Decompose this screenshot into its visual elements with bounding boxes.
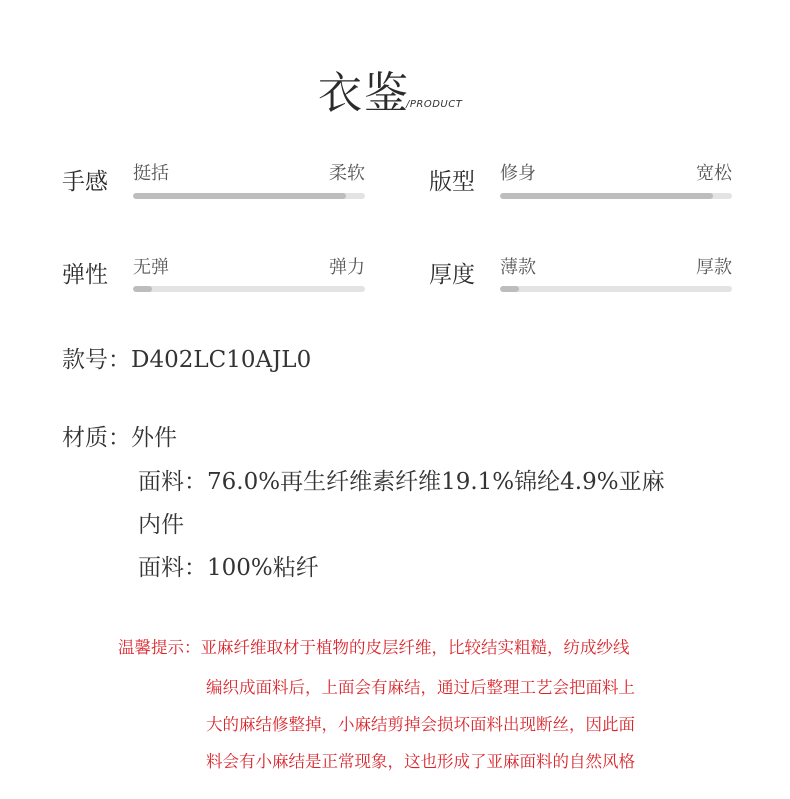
attr-min-elasticity: 无弹 <box>133 257 169 278</box>
tip-line: 温馨提示：亚麻纤维取材于植物的皮层纤维，比较结实粗糙，纺成纱线 <box>118 638 630 657</box>
outer-fabric: 面料：76.0%再生纤维素纤维19.1%锦纶4.9%亚麻 <box>138 469 665 495</box>
style-number: 款号：D402LC10AJL0 <box>62 347 312 373</box>
attr-label-elasticity: 弹性 <box>62 262 108 288</box>
attr-max-fit: 宽松 <box>696 163 732 184</box>
tip-line: 编织成面料后，上面会有麻结，通过后整理工艺会把面料上 <box>206 678 635 697</box>
attr-bar-elasticity <box>133 286 365 292</box>
tip-line: 料会有小麻结是正常现象，这也形成了亚麻面料的自然风格 <box>206 752 635 771</box>
attr-max-elasticity: 弹力 <box>329 257 365 278</box>
attr-max-hand-feel: 柔软 <box>329 163 365 184</box>
attr-bar-fill-elasticity <box>133 286 152 292</box>
attr-max-thickness: 厚款 <box>696 257 732 278</box>
inner-label: 内件 <box>138 512 184 538</box>
page-title: 衣鉴 <box>318 68 410 119</box>
attr-min-thickness: 薄款 <box>500 257 536 278</box>
attr-bar-fit <box>500 193 732 199</box>
attr-bar-fill-hand-feel <box>133 193 346 199</box>
inner-fabric: 面料：100%粘纤 <box>138 555 319 581</box>
attr-bar-thickness <box>500 286 732 292</box>
attr-bar-fill-fit <box>500 193 713 199</box>
attr-label-thickness: 厚度 <box>429 262 475 288</box>
attr-min-hand-feel: 挺括 <box>133 163 169 184</box>
attr-bar-hand-feel <box>133 193 365 199</box>
attr-min-fit: 修身 <box>500 163 536 184</box>
attr-bar-fill-thickness <box>500 286 519 292</box>
material-label: 材质：外件 <box>62 425 177 451</box>
attr-label-hand-feel: 手感 <box>62 169 108 195</box>
attr-label-fit: 版型 <box>429 169 475 195</box>
page-subtitle: /PRODUCT <box>406 99 463 110</box>
tip-line: 大的麻结修整掉，小麻结剪掉会损坏面料出现断丝，因此面 <box>206 715 635 734</box>
